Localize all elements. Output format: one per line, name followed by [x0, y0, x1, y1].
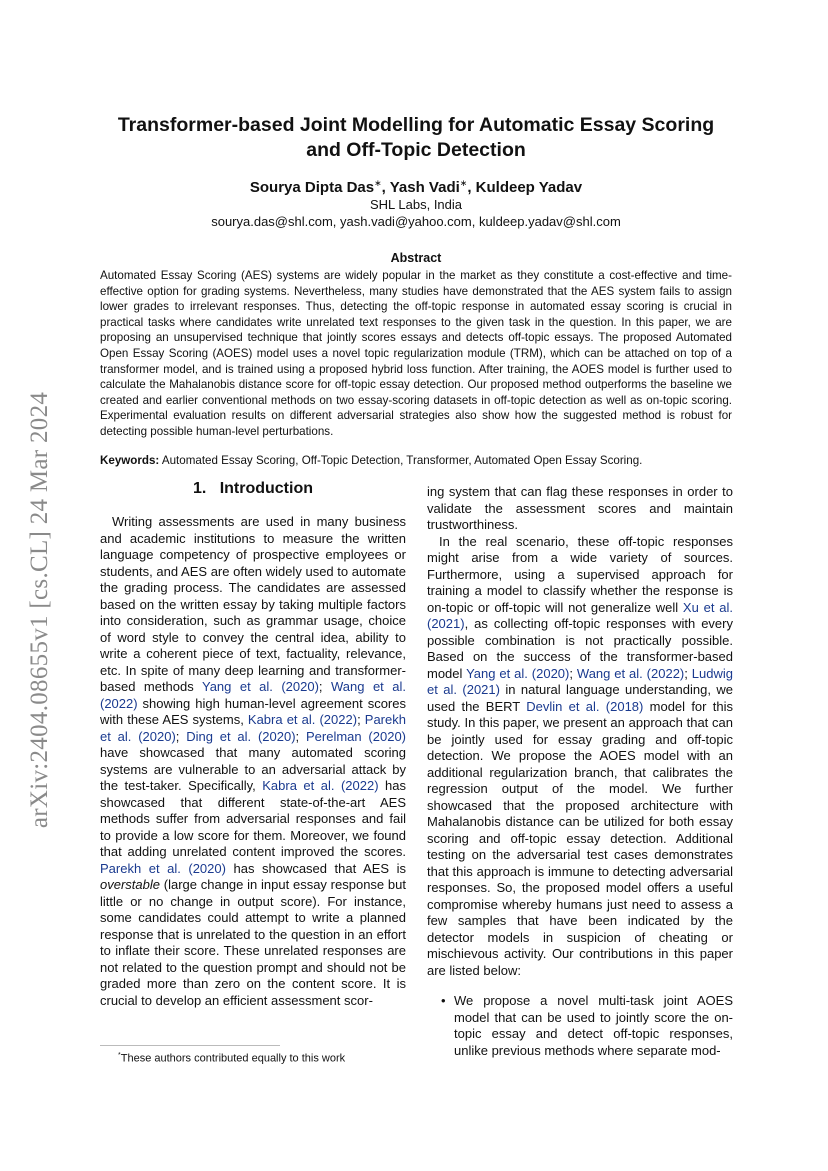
- affiliation: SHL Labs, India: [369, 197, 463, 212]
- citation-link[interactable]: Kabra et al. (2022): [262, 778, 379, 793]
- left-column: [100, 514, 406, 1009]
- citation-link[interactable]: Yang et al. (2020): [466, 665, 570, 681]
- footnote-mark: *: [118, 1052, 121, 1059]
- citation-link[interactable]: Devlin et al. (2018): [526, 698, 644, 714]
- author-list: [100, 178, 732, 196]
- right-column: [427, 484, 733, 1059]
- footnote-divider: [100, 1045, 280, 1046]
- continued-paragraph: ing system that can flag these responses in order to validate the assessment scores and maintain trustworthiness.: [427, 484, 733, 532]
- body-text: (large change in input essay response but little or no change in output score). For instance, some candidates could attempt to write a planned response that is unrelated to the question in an effort to inflate their score. These unrelated responses are not related to the question prompt and should not be graded more than zero on the content score. It is crucial to develop an efficient assessment scor-: [100, 877, 406, 1008]
- body-text: have showcased that many automated scoring systems are vulnerable to an adversarial attack by the test-taker. Specifically,: [100, 745, 406, 793]
- arxiv-stamp-text: arXiv:2404.08655v1 [cs.CL] 24 Mar 2024: [26, 391, 53, 829]
- intro-paragraph: [100, 514, 406, 1009]
- section-title: Introduction: [219, 480, 313, 497]
- body-text: model for this study. In this paper, we present an approach that can be jointly used for essay grading and off-topic detection. We propose the AOES model with an additional regularization branch, that calibrates the regression output of the model. We further showcased that the proposed architecture with Mahalanobis distance can be utilized for both essay scoring and off-topic essay detection. Additional testing on the adversarial test cases demonstrates that this approach is immune to detecting adversarial responses. So, the proposed model offers a useful compromise whereby humans just need to assess a few samples that have been indicated by the detector models in suspicion of cheating or mischievous activity. Our contributions in this paper are listed below:: [427, 698, 733, 978]
- section-number: 1.: [193, 480, 207, 497]
- equal-contribution-mark: ∗: [374, 178, 382, 188]
- body-text: has showcased that AES is: [225, 860, 406, 876]
- body-text: , as collecting off-topic responses with every possible combination is not practically possible. Based on the success of the transformer-based model: [427, 616, 733, 681]
- abstract-heading: Abstract: [390, 251, 442, 265]
- citation-link[interactable]: Wang et al. (2022): [576, 665, 685, 681]
- body-text: ;: [318, 679, 331, 694]
- citation-link[interactable]: Kabra et al. (2022): [247, 712, 358, 727]
- body-text: ;: [684, 665, 692, 681]
- body-text: ;: [295, 728, 306, 744]
- citation-link[interactable]: Ding et al. (2020): [186, 728, 296, 744]
- author-separator: ,: [467, 179, 476, 196]
- body-text: Writing assessments are used in many business and academic institutions to measure the written language competency of prospective employees or students, and AES are often widely used to automate the grading process. The candidates are assessed based on the written essay by taking multiple factors into consideration, such as grammar usage, choice of word style to convey the central idea, ability to write a coherent piece of text, factuality, relevance, etc. In spite of many deep learning and transformer-based methods: [100, 514, 406, 694]
- keywords-text: Automated Essay Scoring, Off-Topic Detection, Transformer, Automated Open Essay Scoring.: [159, 454, 643, 467]
- author-name: Kuldeep Yadav: [475, 179, 583, 196]
- affiliation-block: [100, 196, 732, 230]
- author-emails: sourya.das@shl.com, yash.vadi@yahoo.com, kuldeep.yadav@shl.com: [211, 214, 621, 229]
- body-text: in natural language understanding, we used the BERT: [427, 682, 733, 714]
- body-text: ;: [175, 728, 187, 744]
- citation-link[interactable]: Yang et al. (2020): [201, 679, 319, 694]
- body-text: has showcased that different state-of-the-art AES methods suffer from adversarial responses and fail to provide a low score for them. Moreover, we found that adding unrelated content improved the scores.: [100, 778, 406, 859]
- equal-contribution-mark: ∗: [459, 178, 468, 188]
- author-name: Yash Vadi: [389, 179, 460, 196]
- bullet-icon: •: [441, 993, 446, 1008]
- author-separator: ,: [381, 179, 390, 196]
- citation-link[interactable]: Perelman (2020): [305, 728, 407, 744]
- citation-link[interactable]: Xu et al. (2021): [427, 599, 733, 631]
- body-text: ;: [569, 665, 577, 681]
- body-text: ;: [357, 712, 365, 727]
- keywords: [100, 453, 732, 468]
- citation-link[interactable]: Parekh et al. (2020): [100, 712, 406, 744]
- citation-link[interactable]: Wang et al. (2022): [100, 679, 406, 711]
- list-item-text: We propose a novel multi-task joint AOES model that can be used to jointly score the on-topic essay and detect off-topic responses, unlike previous methods where separate mod-: [454, 993, 733, 1058]
- footnote-text: These authors contributed equally to this work: [120, 1052, 346, 1065]
- abstract-text: Automated Essay Scoring (AES) systems are widely popular in the market as they constitute a cost-effective and time-effective option for grading systems. Nevertheless, many studies have demonstrated that the AES system fails to assign lower grades to irrelevant responses. Thus, detecting the off-topic response in automated essay scoring is crucial in practical tasks where candidates write unrelated text responses to the given task in the question. In this paper, we are proposing an unsupervised technique that jointly scores essays and detects off-topic essays. The proposed Automated Open Essay Scoring (AOES) model uses a novel topic regularization module (TRM), which can be attached on top of a transformer model, and is trained using a proposed hybrid loss function. After training, the AOES model is further used to calculate the Mahalanobis distance score for off-topic essay detection. Our proposed method outperforms the baseline we created and earlier conventional methods on two essay-scoring datasets in off-topic detection as well as on-topic scoring. Experimental evaluation results on different adversarial strategies also show how the suggested method is robust for detecting possible human-level perturbations.: [100, 269, 732, 438]
- list-item: [427, 993, 733, 1059]
- footnote: [118, 1049, 345, 1066]
- contribution-list: [427, 993, 733, 1059]
- body-paragraph: [427, 534, 733, 980]
- body-text: In the real scenario, these off-topic responses might arise from a wide variety of sources. Furthermore, using a supervised approach for training a model to classify whether the response is on-topic or off-topic will not generalize well: [427, 533, 733, 615]
- citation-link[interactable]: Parekh et al. (2020): [100, 860, 226, 876]
- keywords-label: Keywords:: [100, 454, 160, 467]
- citation-link[interactable]: Ludwig et al. (2021): [427, 665, 733, 697]
- section-heading-introduction: [100, 480, 406, 498]
- body-text: showing high human-level agreement scores with these AES systems,: [100, 695, 406, 727]
- paper-title: Transformer-based Joint Modelling for Automatic Essay Scoring and Off-Topic Detection: [117, 114, 715, 161]
- emphasis-text: overstable: [100, 877, 160, 892]
- arxiv-identifier-stamp: [18, 360, 62, 860]
- author-name: Sourya Dipta Das: [249, 179, 375, 196]
